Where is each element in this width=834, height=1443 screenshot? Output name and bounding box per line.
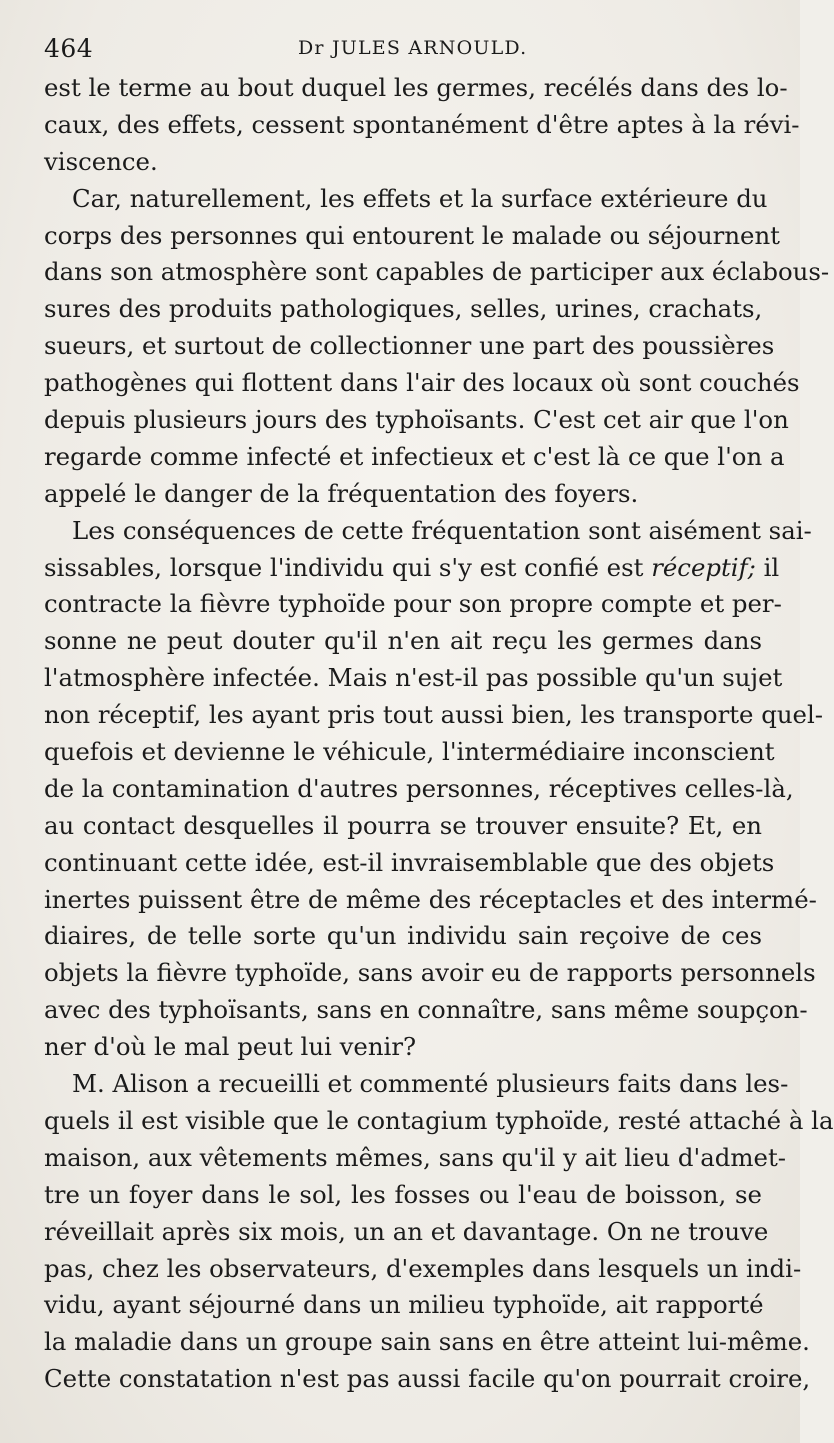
- text-line: pathogènes qui flottent dans l'air des locaux où sont couchés: [44, 368, 800, 398]
- text-line: tre un foyer dans le sol, les fosses ou l'eau de boisson, se: [44, 1179, 762, 1209]
- text-line: quels il est visible que le contagium typhoïde, resté attaché à la: [44, 1105, 834, 1135]
- text-line: non réceptif, les ayant pris tout aussi bien, les transporte quel-: [44, 700, 824, 730]
- text-line: ner d'où le mal peut lui venir?: [44, 1032, 417, 1062]
- text-line: la maladie dans un groupe sain sans en être atteint lui-même.: [44, 1327, 810, 1357]
- text-line: caux, des effets, cessent spontanément d'être aptes à la révi-: [44, 109, 800, 139]
- text-line: réveillait après six mois, un an et davantage. On ne trouve: [44, 1216, 769, 1246]
- text-line: de la contamination d'autres personnes, réceptives celles-là,: [44, 773, 794, 803]
- text-line: inertes puissent être de même des réceptacles et des intermé-: [44, 884, 817, 914]
- text-line: objets la fièvre typhoïde, sans avoir eu de rapports personnels: [44, 958, 816, 988]
- text-line: dans son atmosphère sont capables de participer aux éclabous-: [44, 257, 830, 287]
- italic-word: réceptif;: [651, 552, 756, 582]
- text-line: corps des personnes qui entourent le malade ou séjournent: [44, 220, 780, 250]
- text-line: regarde comme infecté et infectieux et c'est là ce que l'on a: [44, 441, 785, 471]
- text-segment: sissables, lorsque l'individu qui s'y est confié est: [44, 552, 644, 582]
- text-line: [44, 550, 780, 587]
- text-line: diaires, de telle sorte qu'un individu sain reçoive de ces: [44, 921, 762, 951]
- text-line: sures des produits pathologiques, selles, urines, crachats,: [44, 294, 763, 324]
- text-line: contracte la fièvre typhoïde pour son propre compte et per-: [44, 589, 782, 619]
- text-line: avec des typhoïsants, sans en connaître, sans même soupçon-: [44, 995, 808, 1025]
- text-line: maison, aux vêtements mêmes, sans qu'il y ait lieu d'admet-: [44, 1142, 787, 1172]
- page-number: 464: [44, 34, 94, 63]
- text-line: M. Alison a recueilli et commenté plusieurs faits dans les-: [72, 1069, 789, 1099]
- text-line: sonne ne peut douter qu'il n'en ait reçu les germes dans: [44, 626, 762, 656]
- text-line: au contact desquelles il pourra se trouver ensuite? Et, en: [44, 810, 762, 840]
- text-line: depuis plusieurs jours des typhoïsants. C'est cet air que l'on: [44, 405, 789, 435]
- running-head: Dr JULES ARNOULD.: [298, 37, 528, 59]
- text-line: l'atmosphère infectée. Mais n'est-il pas possible qu'un sujet: [44, 663, 783, 693]
- text-line: vidu, ayant séjourné dans un milieu typhoïde, ait rapporté: [44, 1290, 764, 1320]
- text-segment: il: [763, 552, 780, 582]
- text-line: Car, naturellement, les effets et la surface extérieure du: [72, 183, 768, 213]
- text-line: appelé le danger de la fréquentation des foyers.: [44, 478, 639, 508]
- page-header: [44, 34, 764, 64]
- text-line: sueurs, et surtout de collectionner une part des poussières: [44, 331, 775, 361]
- text-line: Les conséquences de cette fréquentation sont aisément sai-: [72, 515, 812, 545]
- text-line: pas, chez les observateurs, d'exemples dans lesquels un indi-: [44, 1253, 802, 1283]
- text-line: quefois et devienne le véhicule, l'intermédiaire inconscient: [44, 737, 775, 767]
- text-line: continuant cette idée, est-il invraisemblable que des objets: [44, 847, 775, 877]
- text-line: Cette constatation n'est pas aussi facile qu'on pourrait croire,: [44, 1364, 811, 1394]
- text-line: est le terme au bout duquel les germes, recélés dans des lo-: [44, 73, 788, 102]
- body-text: [44, 70, 834, 1398]
- text-line: viscence.: [44, 146, 158, 176]
